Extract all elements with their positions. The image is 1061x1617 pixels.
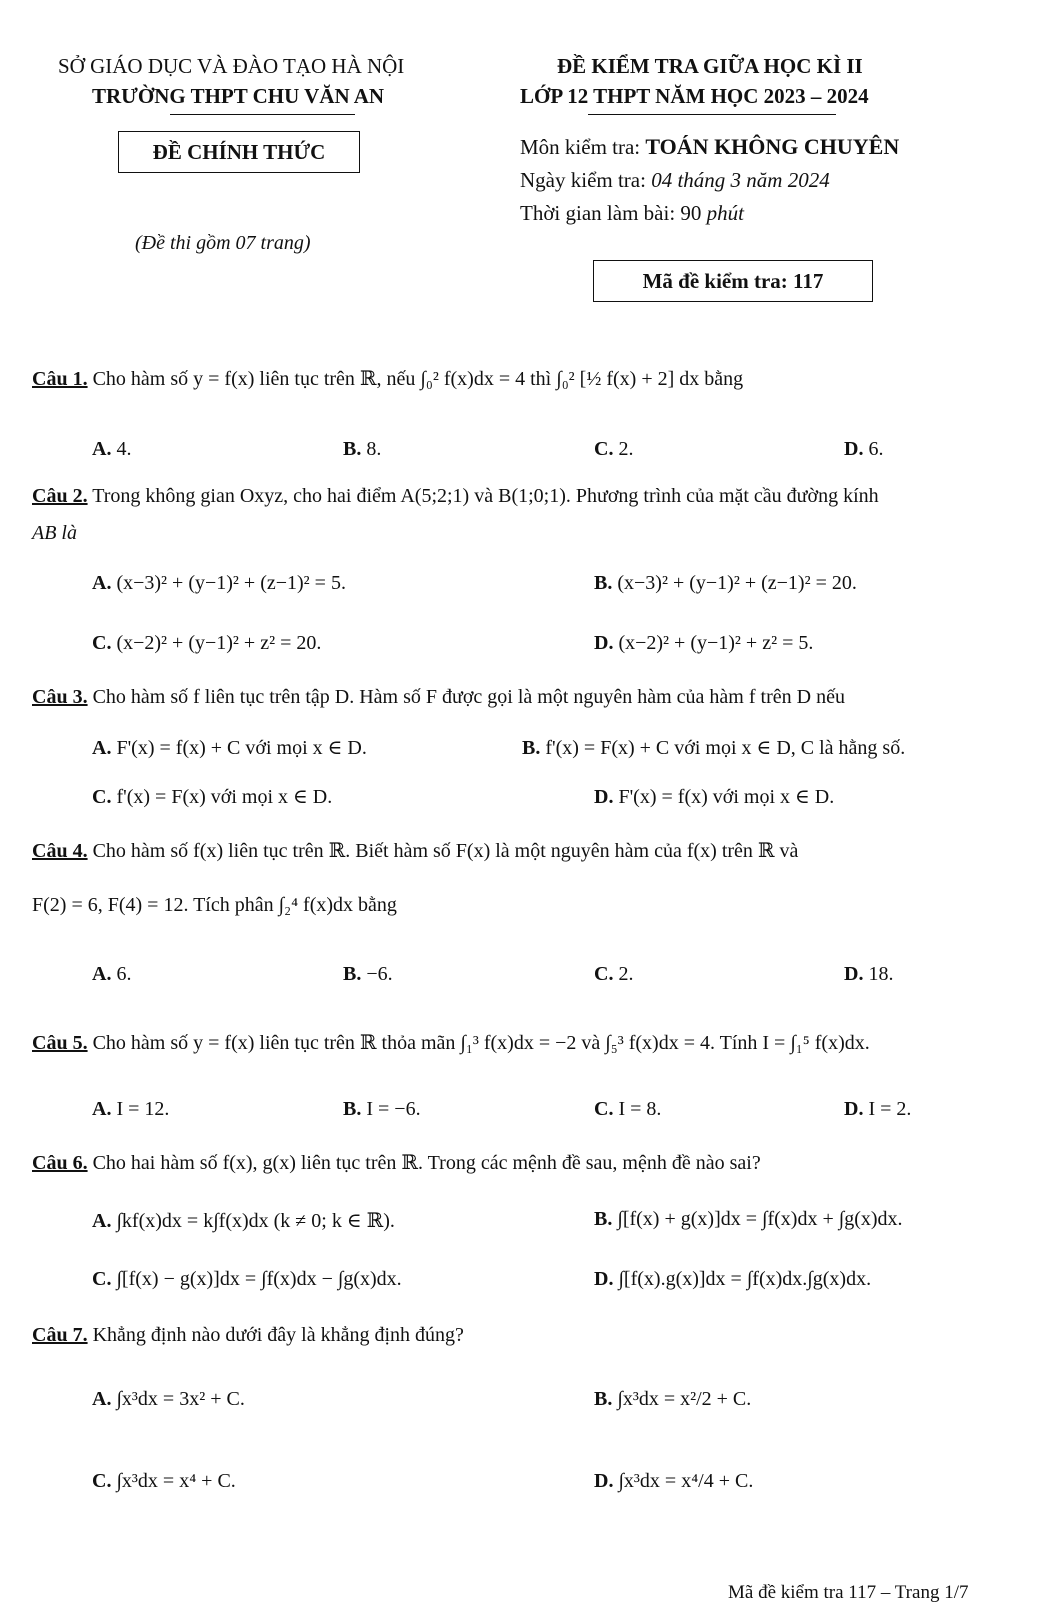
option-c — [92, 1268, 402, 1291]
option-label: B. — [594, 1388, 613, 1410]
option-text: 2. — [618, 438, 634, 460]
option-text: 8. — [366, 438, 382, 460]
option-text: ∫[f(x).g(x)]dx = ∫f(x)dx.∫g(x)dx. — [618, 1268, 872, 1290]
option-label: D. — [844, 963, 864, 985]
option-text: ∫x³dx = 3x² + C. — [116, 1388, 245, 1410]
option-text: ∫kf(x)dx = k∫f(x)dx (k ≠ 0; k ∈ ℝ). — [116, 1210, 395, 1232]
official-stamp: ĐỀ CHÍNH THỨC — [118, 131, 360, 173]
question-stem: Cho hai hàm số f(x), g(x) liên tục trên ℝ. Trong các mệnh đề sau, mệnh đề nào sai? — [92, 1152, 761, 1174]
option-label: B. — [343, 963, 362, 985]
option-b — [594, 572, 857, 595]
option-d — [844, 963, 893, 986]
exam-underline — [588, 114, 836, 115]
option-text: 18. — [868, 963, 894, 985]
option-text: ∫x³dx = x⁴/4 + C. — [618, 1470, 754, 1492]
option-b — [343, 1098, 421, 1121]
option-d — [594, 784, 834, 809]
option-c — [594, 438, 633, 461]
option-text: (x−3)² + (y−1)² + (z−1)² = 20. — [617, 572, 857, 594]
time-value: 90 — [680, 201, 702, 225]
option-label: C. — [594, 438, 614, 460]
time-line — [520, 201, 744, 226]
option-text: ∫[f(x) − g(x)]dx = ∫f(x)dx − ∫g(x)dx. — [116, 1268, 402, 1290]
option-text: F'(x) = f(x) + C với mọi x ∈ D. — [116, 737, 367, 759]
option-d — [844, 1098, 911, 1121]
option-text: −6. — [366, 963, 393, 985]
question-number: Câu 2. — [32, 485, 88, 507]
option-text: (x−2)² + (y−1)² + z² = 5. — [618, 632, 814, 654]
question-number: Câu 4. — [32, 840, 88, 862]
option-text: 6. — [868, 438, 884, 460]
option-text: f'(x) = F(x) với mọi x ∈ D. — [116, 786, 333, 808]
date-label: Ngày kiểm tra: — [520, 168, 646, 192]
question-stem: Cho hàm số y = f(x) liên tục trên ℝ, nếu ∫₀² f(x)dx = 4 thì ∫₀² [½ f(x) + 2] dx bằng — [92, 368, 744, 390]
subject-label: Môn kiểm tra: — [520, 135, 641, 159]
option-label: C. — [594, 963, 614, 985]
question-4-stem-continued: F(2) = 6, F(4) = 12. Tích phân ∫₂⁴ f(x)dx bằng — [32, 894, 397, 916]
subject-value: TOÁN KHÔNG CHUYÊN — [645, 134, 900, 159]
option-c — [92, 632, 321, 655]
option-c — [92, 784, 332, 809]
option-label: D. — [594, 786, 614, 808]
option-label: A. — [92, 963, 112, 985]
option-text: 4. — [116, 438, 132, 460]
option-a — [92, 963, 131, 986]
question-6 — [32, 1150, 761, 1175]
option-b — [522, 735, 905, 760]
exam-code-box: Mã đề kiểm tra: 117 — [593, 260, 873, 302]
option-d — [594, 1470, 753, 1493]
option-text: f'(x) = F(x) + C với mọi x ∈ D, C là hằng số. — [545, 737, 906, 759]
option-label: C. — [92, 786, 112, 808]
question-1 — [32, 366, 743, 391]
option-text: ∫[f(x) + g(x)]dx = ∫f(x)dx + ∫g(x)dx. — [617, 1208, 903, 1230]
question-2 — [32, 485, 879, 508]
question-stem: Cho hàm số f liên tục trên tập D. Hàm số F được gọi là một nguyên hàm của hàm f trên D nếu — [92, 686, 845, 708]
option-a — [92, 438, 131, 461]
option-text: 6. — [116, 963, 132, 985]
exam-title: ĐỀ KIỂM TRA GIỮA HỌC KÌ II — [557, 54, 863, 78]
question-number: Câu 6. — [32, 1152, 88, 1174]
option-label: B. — [594, 1208, 613, 1230]
subject-line — [520, 134, 899, 160]
option-label: D. — [844, 438, 864, 460]
option-c — [92, 1470, 236, 1493]
question-number: Câu 3. — [32, 686, 88, 708]
option-label: A. — [92, 1388, 112, 1410]
option-text: (x−3)² + (y−1)² + (z−1)² = 5. — [116, 572, 346, 594]
exam-grade-year: LỚP 12 THPT NĂM HỌC 2023 – 2024 — [520, 84, 869, 108]
option-label: D. — [594, 632, 614, 654]
option-label: B. — [594, 572, 613, 594]
option-text: 2. — [618, 963, 634, 985]
page-footer: Mã đề kiểm tra 117 – Trang 1/7 — [728, 1582, 969, 1603]
question-number: Câu 5. — [32, 1032, 88, 1054]
option-d — [594, 632, 813, 655]
option-c — [594, 963, 633, 986]
date-value: 04 tháng 3 năm 2024 — [651, 168, 830, 192]
question-3 — [32, 686, 845, 709]
option-label: B. — [343, 438, 362, 460]
option-a — [92, 572, 346, 595]
question-number: Câu 7. — [32, 1324, 88, 1346]
time-unit: phút — [706, 201, 744, 225]
option-a — [92, 1208, 395, 1233]
option-text: I = 8. — [618, 1098, 662, 1120]
option-text: I = 2. — [868, 1098, 912, 1120]
time-label: Thời gian làm bài: — [520, 201, 676, 225]
option-a — [92, 735, 367, 760]
option-label: D. — [594, 1470, 614, 1492]
option-b — [343, 438, 381, 461]
question-stem: Cho hàm số f(x) liên tục trên ℝ. Biết hàm số F(x) là một nguyên hàm của f(x) trên ℝ và — [92, 840, 799, 862]
option-text: (x−2)² + (y−1)² + z² = 20. — [116, 632, 322, 654]
department-name: SỞ GIÁO DỤC VÀ ĐÀO TẠO HÀ NỘI — [58, 54, 405, 78]
question-stem: Trong không gian Oxyz, cho hai điểm A(5;2;1) và B(1;0;1). Phương trình của mặt cầu đường kính — [92, 485, 879, 507]
option-label: C. — [92, 1268, 112, 1290]
option-text: I = 12. — [116, 1098, 170, 1120]
option-label: C. — [594, 1098, 614, 1120]
question-2-stem-continued: AB là — [32, 522, 77, 544]
option-text: ∫x³dx = x²/2 + C. — [617, 1388, 752, 1410]
option-label: D. — [844, 1098, 864, 1120]
option-c — [594, 1098, 661, 1121]
option-label: C. — [92, 632, 112, 654]
option-label: D. — [594, 1268, 614, 1290]
option-d — [844, 438, 883, 461]
question-5 — [32, 1030, 870, 1055]
date-line — [520, 168, 830, 193]
question-stem: Khẳng định nào dưới đây là khẳng định đúng? — [92, 1324, 464, 1346]
option-text: I = −6. — [366, 1098, 421, 1120]
option-label: A. — [92, 438, 112, 460]
option-b — [594, 1208, 903, 1231]
question-4 — [32, 838, 798, 863]
option-label: A. — [92, 1098, 112, 1120]
question-number: Câu 1. — [32, 368, 88, 390]
option-d — [594, 1268, 871, 1291]
option-a — [92, 1098, 169, 1121]
option-label: B. — [343, 1098, 362, 1120]
option-b — [343, 963, 393, 986]
option-a — [92, 1388, 245, 1411]
school-name: TRƯỜNG THPT CHU VĂN AN — [92, 84, 385, 108]
option-text: F'(x) = f(x) với mọi x ∈ D. — [618, 786, 835, 808]
option-label: A. — [92, 737, 112, 759]
option-label: B. — [522, 737, 541, 759]
question-7 — [32, 1324, 464, 1347]
option-text: ∫x³dx = x⁴ + C. — [116, 1470, 236, 1492]
school-underline — [170, 114, 355, 115]
option-label: C. — [92, 1470, 112, 1492]
option-b — [594, 1388, 751, 1411]
question-stem: Cho hàm số y = f(x) liên tục trên ℝ thỏa mãn ∫₁³ f(x)dx = −2 và ∫₅³ f(x)dx = 4. Tính I = ∫₁⁵ f(x)dx. — [92, 1032, 870, 1054]
pages-note: (Đề thi gồm 07 trang) — [135, 232, 311, 254]
option-label: A. — [92, 1210, 112, 1232]
option-label: A. — [92, 572, 112, 594]
